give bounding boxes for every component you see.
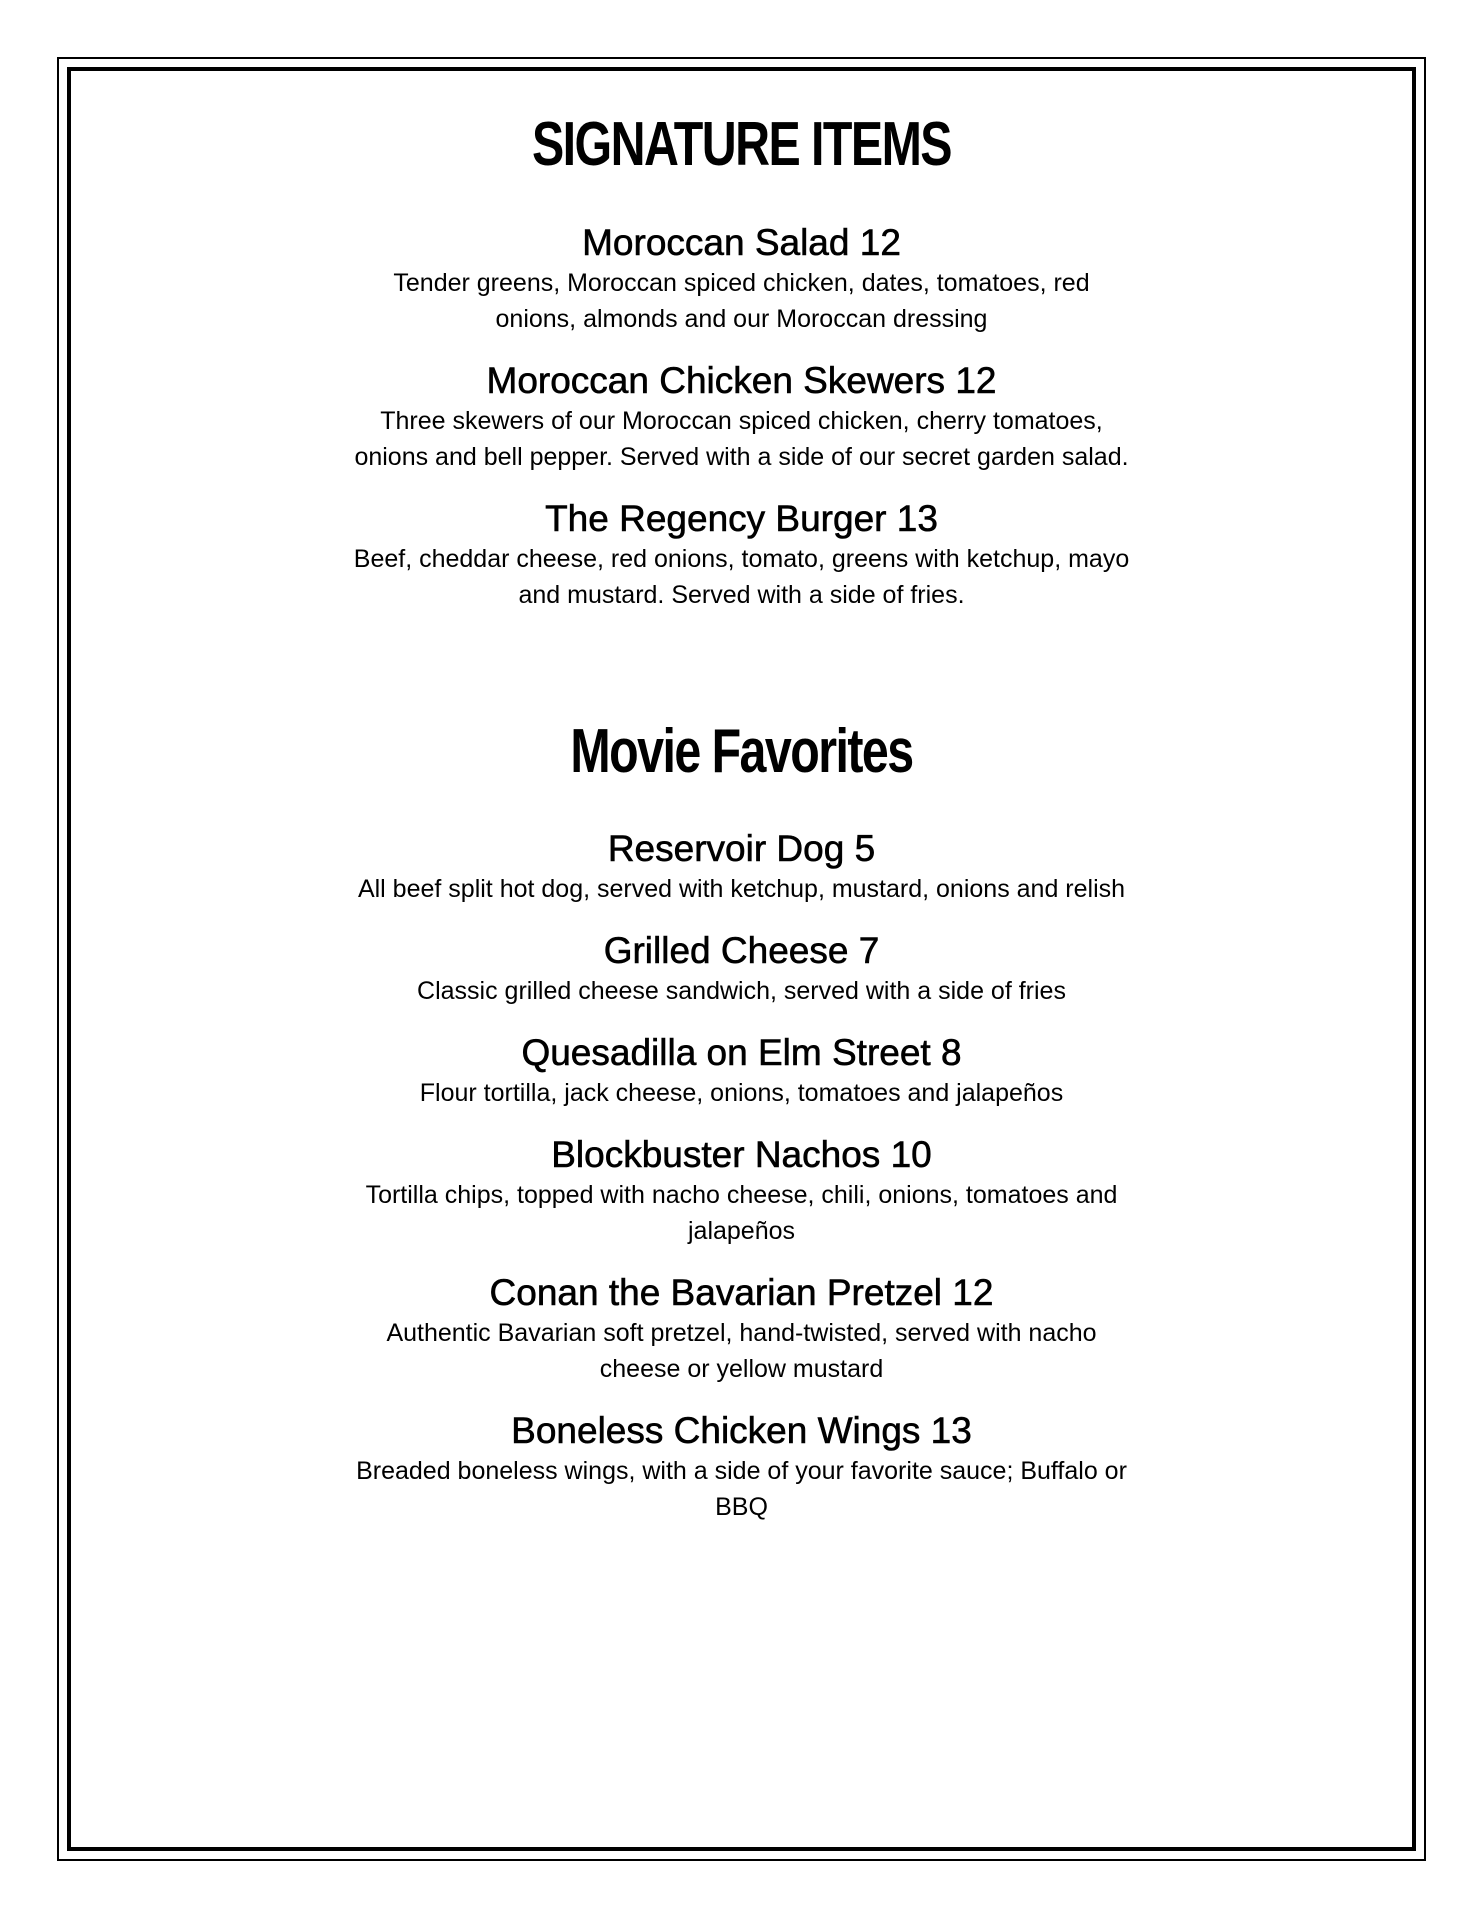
item-description: Tortilla chips, topped with nacho cheese, chili, onions, tomatoes and jalapeños: [365, 1181, 1118, 1245]
menu-item: [352, 359, 1132, 475]
section-title: SIGNATURE ITEMS: [531, 110, 952, 179]
item-description: Flour tortilla, jack cheese, onions, tomatoes and jalapeños: [419, 1079, 1064, 1107]
item-description: Breaded boneless wings, with a side of your favorite sauce; Buffalo or BBQ: [356, 1457, 1127, 1521]
item-description: All beef split hot dog, served with ketchup, mustard, onions and relish: [357, 875, 1126, 903]
item-description: Authentic Bavarian soft pretzel, hand-twisted, served with nacho cheese or yellow mustard: [386, 1319, 1097, 1383]
menu-item: [352, 827, 1132, 907]
item-description: Classic grilled cheese sandwich, served with a side of fries: [417, 977, 1066, 1005]
item-name: Grilled Cheese 7: [603, 930, 880, 971]
section-title: Movie Favorites: [570, 717, 913, 786]
item-name: Boneless Chicken Wings 13: [511, 1410, 972, 1451]
item-name: Reservoir Dog 5: [607, 828, 876, 869]
menu-item: [352, 929, 1132, 1009]
section-signature-items: [67, 110, 1416, 613]
item-name: Quesadilla on Elm Street 8: [521, 1032, 962, 1073]
item-name: Moroccan Chicken Skewers 12: [486, 360, 997, 401]
item-name: The Regency Burger 13: [545, 498, 938, 539]
item-name: Moroccan Salad 12: [582, 222, 901, 263]
menu-item: [352, 221, 1132, 337]
menu-item: [352, 1409, 1132, 1525]
menu-item: [352, 1271, 1132, 1387]
item-name: Blockbuster Nachos 10: [551, 1134, 932, 1175]
menu-item: [352, 1031, 1132, 1111]
item-description: Beef, cheddar cheese, red onions, tomato, greens with ketchup, mayo and mustard. Served with a side of fries.: [353, 545, 1130, 609]
item-description: Tender greens, Moroccan spiced chicken, dates, tomatoes, red onions, almonds and our Moroccan dressing: [393, 269, 1090, 333]
menu-item: [352, 1133, 1132, 1249]
section-movie-favorites: [67, 717, 1416, 1525]
item-description: Three skewers of our Moroccan spiced chicken, cherry tomatoes, onions and bell pepper. Served with a side of our secret garden salad.: [354, 407, 1129, 471]
item-name: Conan the Bavarian Pretzel 12: [489, 1272, 994, 1313]
menu-page: [67, 67, 1416, 1547]
menu-item: [352, 497, 1132, 613]
